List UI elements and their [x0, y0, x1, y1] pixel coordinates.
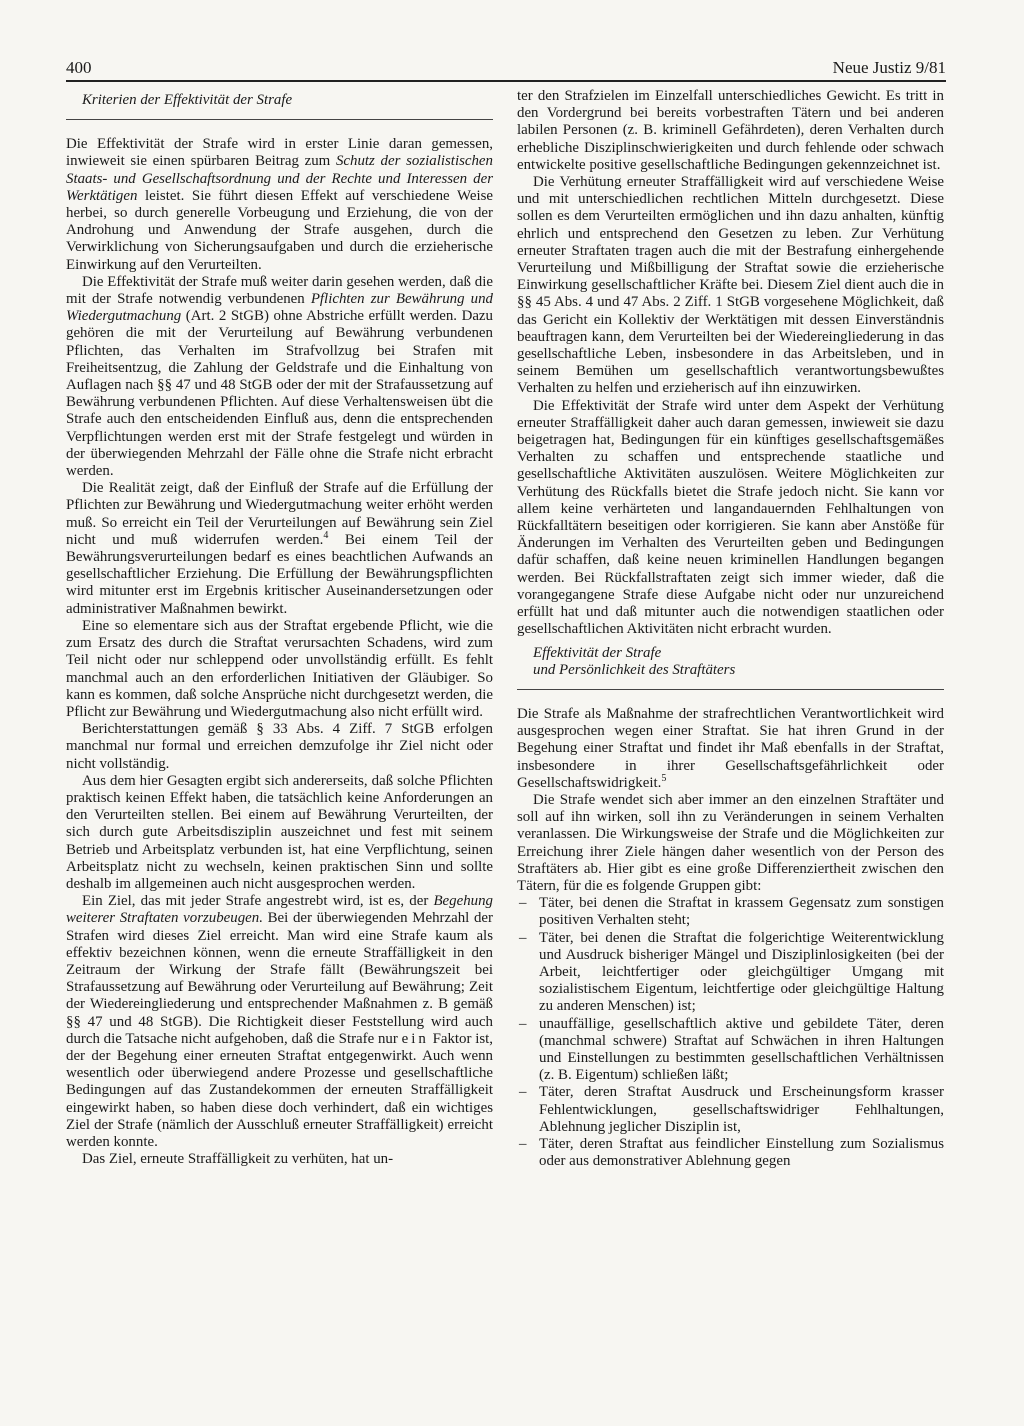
left-column [66, 88, 493, 1168]
paragraph: Die Strafe wendet sich aber immer an den einzelnen Straftäter und soll auf ihn wirken, soll ihn zu Veränderungen in seinem Verhalten veranlassen. Die Wirkungsweise der Strafe und die Möglichkeiten zur Erreichung ihrer Ziele hängen daher wesentlich von der Person des Straftäters ab. Hier gibt es eine große Differenziertheit zwischen den Tätern, für die es folgende Gruppen gibt: [517, 791, 944, 894]
journal-issue: Neue Justiz 9/81 [832, 58, 946, 77]
paragraph: Die Strafe als Maßnahme der strafrechtlichen Verantwortlichkeit wird ausgesprochen wegen einer Straftat. Sie hat ihren Grund in der Begehung einer Straftat und findet ihr Maß ebenfalls in der Straftat, insbesondere in ihrer Gesellschaftsgefährlichkeit oder Gesellschaftswidrigkeit.$^5$ [517, 705, 944, 791]
paragraph: Aus dem hier Gesagten ergibt sich andererseits, daß solche Pflichten praktisch keinen Effekt haben, die tatsächlich keine Anforderungen an den Verurteilten stellen. Bei einem auf Bewährung Verurteilten, der sich durch gute Arbeitsdisziplin auszeichnet und fest mit seinem Betrieb und Arbeitsplatz verbunden ist, hat eine Verpflichtung, seinen Arbeitsplatz nicht zu wechseln, keinen praktischen Sinn und sollte deshalb im allgemeinen auch nicht ausgesprochen werden. [66, 772, 493, 892]
paragraph: ter den Strafzielen im Einzelfall unterschiedliches Gewicht. Es tritt in den Vordergrund bei bereits vorbestraften Tätern und bei anderen labilen Personen (z. B. kriminell Gefährdeten), deren Verhalten durch erhebliche Disziplinschwierigkeiten und durch fehlende oder schwach entwickelte positive gesellschaftliche Bedingungen gekennzeichnet ist. [517, 88, 944, 173]
section-heading: Kriterien der Effektivität der Strafe [82, 92, 293, 108]
paragraph: Die Effektivität der Strafe muß weiter darin gesehen werden, daß die mit der Strafe notwendig verbundenen Pflichten zur Bewährung und Wiedergutmachung (Art. 2 StGB) ohne Abstriche erfüllt werden. Dazu gehören die mit der Verurteilung auf Bewährung verbundenen Pflichten, das Verhalten im Strafvollzug bei Strafen mit Freiheitsentzug, die Zahlung der Geldstrafe und die Einhaltung von Auflagen nach §§ 47 und 48 StGB oder der mit der Strafaussetzung auf Bewährung verbundenen Pflichten. Auf diese Verhaltensweisen übt die Strafe auch den entscheidenden Einfluß aus, denn die entsprechenden Verpflichtungen werden erst mit der Strafe festgelegt und würden in der überwiegenden Mehrzahl der Fälle ohne die Strafe nicht erbracht werden. [66, 273, 493, 480]
offender-groups-list [517, 895, 944, 1170]
list-item: – unauffällige, gesellschaftlich aktive und gebildete Täter, deren (manchmal schwere) Straftat auf Schwächen in ihren Haltungen und Einstellungen zu bestimmten gesellschaftlichen Verhältnissen (z. B. Eigentum) schließen läßt; [517, 1016, 944, 1085]
section-heading-block [66, 88, 493, 120]
paragraph: Die Effektivität der Strafe wird in erster Linie daran gemessen, inwieweit sie einen spürbaren Beitrag zum Schutz der sozialistischen Staats- und Gesellschaftsordnung und der Rechte und Interessen der Werktätigen leistet. Sie führt diesen Effekt auf verschiedene Weise herbei, so durch generelle Vorbeugung und Erziehung, die von der Androhung und Anwendung der Strafe ausgehen, durch die Verwirklichung von Sicherungsaufgaben und durch die erzieherische Einwirkung auf den Verurteilten. [66, 136, 493, 273]
list-item: – Täter, deren Straftat aus feindlicher Einstellung zum Sozialismus oder aus demonstrativer Ablehnung gegen [517, 1136, 944, 1170]
right-column [517, 88, 944, 1170]
running-head [66, 58, 946, 78]
paragraph: Das Ziel, erneute Straffälligkeit zu verhüten, hat un- [82, 1151, 394, 1168]
paragraph: Die Realität zeigt, daß der Einfluß der Strafe auf die Erfüllung der Pflichten zur Bewährung und Wiedergutmachung weiter erhöht werden muß. So erreicht ein Teil der Verurteilungen auf Bewährung sein Ziel nicht und muß widerrufen werden.$^4$ Bei einem Teil der Bewährungsverurteilungen bedarf es eines beachtlichen Aufwands an gesellschaftlicher Erziehung. Die Erfüllung der Bewährungspflichten wird mitunter erst im Ergebnis kritischer Auseinandersetzungen oder administrativer Maßnahmen bewirkt. [66, 480, 494, 617]
list-item: – Täter, deren Straftat Ausdruck und Erscheinungsform krasser Fehlentwicklungen, gesellschaftswidriger Fehlhaltungen, Ablehnung jeglicher Disziplin ist, [517, 1084, 944, 1136]
footnote-ref: 5 [661, 772, 667, 784]
page-number: 400 [66, 58, 92, 77]
list-item: – Täter, bei denen die Straftat in krassem Gegensatz zum sonstigen positiven Verhalten steht; [517, 895, 944, 929]
section-heading-block [517, 645, 944, 690]
footnote-ref: 4 [323, 529, 329, 541]
header-rule [66, 80, 946, 82]
paragraph: Die Verhütung erneuter Straffälligkeit wird auf verschiedene Weise und mit unterschiedlichen rechtlichen Mitteln durchgesetzt. Diese sollen es dem Verurteilten ermöglichen und ihn dazu anhalten, künftig ehrlich und entsprechend den Gesetzen zu leben. Zur Verhütung erneuter Straftaten tragen auch die mit der Bestrafung einhergehende Verurteilung und Mißbilligung der Straftat sowie die erzieherische Einwirkung gesellschaftlicher Kräfte bei. Diesem Ziel dient auch die in §§ 45 Abs. 4 und 47 Abs. 2 Ziff. 1 StGB vorgesehene Möglichkeit, daß das Gericht ein Kollektiv der Werktätigen mit dessen Einverständnis beauftragen kann, dem Verurteilten bei der Wiedereingliederung in das gesellschaftliche Leben, insbesondere in das Arbeitsleben, und in seinem Bemühen um gesellschaftlich verantwortungsbewußtes Verhalten zu helfen und erzieherisch auf ihn einzuwirken. [517, 174, 944, 397]
paragraph: Die Effektivität der Strafe wird unter dem Aspekt der Verhütung erneuter Straffälligkeit daher auch daran gemessen, inwieweit sie dazu beigetragen hat, Bedingungen für ein künftiges gesellschaftsgemäßes Verhalten zu schaffen und entsprechende staatliche und gesellschaftliche Aktivitäten auszulösen. Weitere Möglichkeiten zur Verhütung des Rückfalls bietet die Strafe jedoch nicht. Sie kann vor allem keine verhärteten und langandauernden Fehlhaltungen von Rückfalltätern beseitigen oder korrigieren. Sie kann aber Anstöße für Änderungen im Verhalten des Verurteilten geben und Bedingungen dafür schaffen, daß keine neuen kriminellen Handlungen begangen werden. Bei Rückfallstraftaten zeigt sich immer wieder, daß die vorangegangene Strafe diese Aufgabe nicht oder nur unzureichend erfüllt hat und daß mitunter auch die notwendigen staatlichen oder gesellschaftlichen Aktivitäten nicht erbracht wurden. [517, 397, 944, 638]
paragraph: Ein Ziel, das mit jeder Strafe angestrebt wird, ist es, der Begehung weiterer Straftaten vorzubeugen. Bei der überwiegenden Mehrzahl der Strafen wird dieses Ziel erreicht. Man wird eine Strafe kaum als effektiv bezeichnen können, wenn die erneute Straffälligkeit in den Zeitraum der Wirkung der Strafe fällt (Bewährungszeit bei Strafaussetzung auf Bewährung oder Verurteilung auf Bewährung; Zeit der Wiedereingliederung und entsprechender Maßnahmen z. B gemäß §§ 47 und 48 StGB). Die Richtigkeit dieser Feststellung wird auch durch die Tatsache nicht aufgehoben, daß die Strafe nur ein Faktor ist, der der Begehung einer erneuten Straftat entgegenwirkt. Auch wenn wesentlich oder überwiegend andere Prozesse und gesellschaftliche Bedingungen auf das Zustandekommen der erneuten Straffälligkeit eingewirkt haben, so haben diese doch verhindert, daß ein wichtiges Ziel der Strafe (nämlich der Ausschluß erneuter Straffälligkeit) erreicht werden konnte. [66, 893, 494, 1150]
section-heading-line: und Persönlichkeit des Straftäters [533, 661, 736, 678]
paragraph: Berichterstattungen gemäß § 33 Abs. 4 Ziff. 7 StGB erfolgen manchmal nur formal und erreichen demzufolge ihr Ziel nicht oder nicht vollständig. [66, 721, 493, 772]
paragraph: Eine so elementare sich aus der Straftat ergebende Pflicht, wie die zum Ersatz des durch die Straftat verursachten Schadens, wird zum Teil nicht oder nur schleppend oder unvollständig erfüllt. Es fehlt manchmal auch an den erforderlichen Initiativen der Gläubiger. So kann es kommen, daß solche Ansprüche nicht durchgesetzt werden, die Pflicht zur Bewährung und Wiedergutmachung also nicht erfüllt wird. [66, 617, 493, 720]
list-item: – Täter, bei denen die Straftat die folgerichtige Weiterentwicklung und Ausdruck bisheriger Mängel und Disziplinlosigkeiten (bei der Arbeit, leichtfertiger oder gleichgültiger Umgang mit sozialistischem Eigentum, leichtfertige oder gleichgültige Haltung zu anderen Menschen) ist; [517, 930, 944, 1016]
section-heading-line: Effektivität der Strafe [533, 644, 662, 661]
